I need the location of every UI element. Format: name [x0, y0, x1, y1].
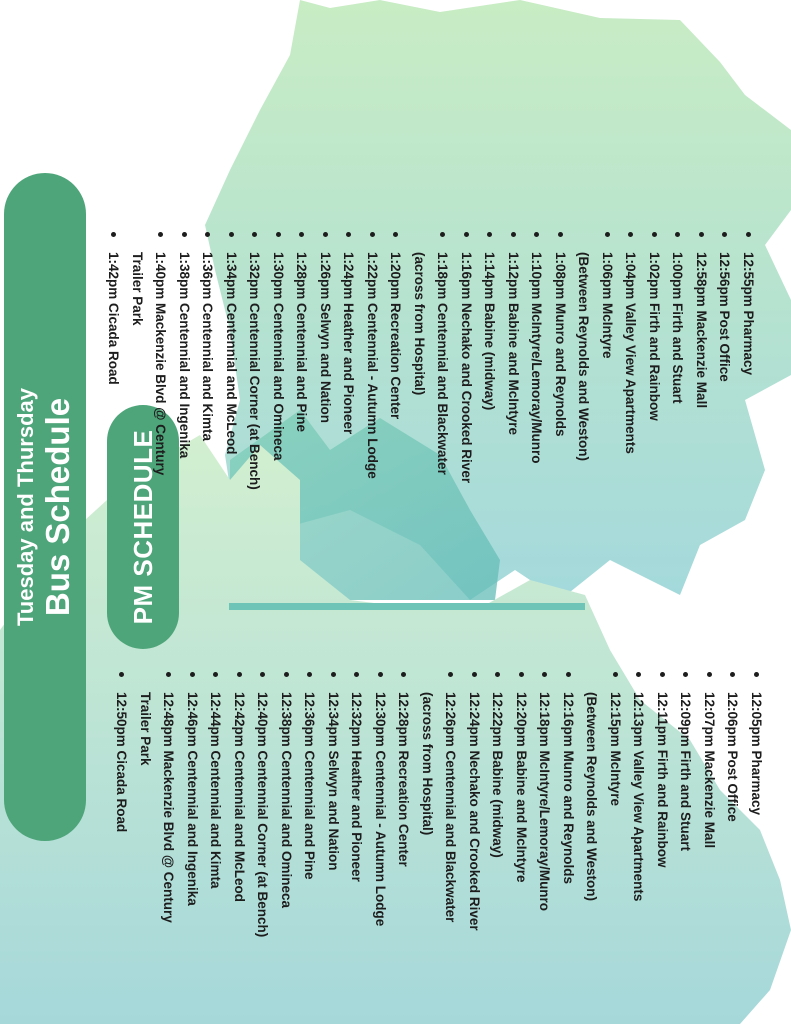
schedule-stop: 1:08pm Munro and Reynolds	[549, 228, 573, 490]
schedule-stop: 12:46pm Centennial and Ingenika	[181, 668, 205, 937]
schedule-stop: 1:36pm Centennial and Kimta	[196, 228, 220, 490]
schedule-stop: 12:16pm Munro and Reynolds	[557, 668, 581, 937]
schedule-stop: 12:58pm Mackenzie Mall	[690, 228, 714, 490]
schedule-stop: 12:42pm Centennial and McLeod	[228, 668, 252, 937]
schedule-note: (across from Hospital)	[420, 692, 435, 836]
schedule-stop: 1:20pm Recreation Center	[384, 228, 408, 490]
schedule-stop: 12:07pm Mackenzie Mall	[698, 668, 722, 937]
schedule-stop: 12:22pm Babine (midway)	[486, 668, 510, 937]
schedule-stop: 1:42pm Cicada Road	[102, 228, 126, 490]
schedule-stop: 12:34pm Selwyn and Nation	[322, 668, 346, 937]
schedule-note: Trailer Park	[130, 252, 145, 326]
schedule-stop: 12:48pm Mackenzie Blvd @ Century	[157, 668, 181, 937]
title-pill	[4, 173, 86, 841]
section-pill: PM SCHEDULE	[107, 405, 179, 649]
schedule-stop: 12:15pm McIntyre	[604, 668, 628, 937]
schedule-note: Trailer Park	[138, 692, 153, 766]
schedule-stop: 1:26pm Selwyn and Nation	[314, 228, 338, 490]
schedule-stop: 12:55pm Pharmacy	[737, 228, 761, 490]
schedule-stop: 1:12pm Babine and McIntyre	[502, 228, 526, 490]
schedule-stop: 12:56pm Post Office	[713, 228, 737, 490]
schedule-stop: 1:40pm Mackenzie Blvd @ Century	[149, 228, 173, 490]
section-divider	[229, 603, 585, 610]
schedule-stop: 12:24pm Nechako and Crooked River	[463, 668, 487, 937]
schedule-note: (Between Reynolds and Weston)	[576, 252, 592, 462]
schedule-stop: 12:30pm Centennial - Autumn Lodge	[369, 668, 393, 937]
schedule-stop: 1:16pm Nechako and Crooked River	[455, 228, 479, 490]
schedule-note: (Between Reynolds and Weston)	[584, 692, 600, 902]
schedule-stop: 12:36pm Centennial and Pine	[298, 668, 322, 937]
schedule-stop: 12:28pm Recreation Center	[392, 668, 416, 937]
schedule-stop: 1:30pm Centennial and Omineca	[267, 228, 291, 490]
schedule-stop: 12:26pm Centennial and Blackwater	[439, 668, 463, 937]
schedule-stop: 1:10pm McIntyre/Lemoray/Munro	[525, 228, 549, 490]
schedule-stop: 12:18pm McIntyre/Lemoray/Munro	[533, 668, 557, 937]
schedule-stop: 12:50pm Cicada Road	[110, 668, 134, 937]
schedule-list-first-run	[110, 668, 768, 937]
schedule-stop: 1:18pm Centennial and Blackwater	[431, 228, 455, 490]
schedule-stop: 1:34pm Centennial and McLeod	[220, 228, 244, 490]
schedule-list-second-run	[102, 228, 760, 490]
title-main: Bus Schedule	[39, 397, 76, 617]
schedule-stop: 12:11pm Firth and Rainbow	[651, 668, 675, 937]
schedule-stop: 12:05pm Pharmacy	[745, 668, 769, 937]
schedule-stop: 12:38pm Centennial and Omineca	[275, 668, 299, 937]
schedule-note: (across from Hospital)	[412, 252, 427, 396]
schedule-stop: 12:06pm Post Office	[721, 668, 745, 937]
schedule-stop: 1:00pm Firth and Stuart	[666, 228, 690, 490]
schedule-stop: 12:40pm Centennial Corner (at Bench)	[251, 668, 275, 937]
schedule-stop: 1:06pm McIntyre	[596, 228, 620, 490]
schedule-stop: 1:14pm Babine (midway)	[478, 228, 502, 490]
schedule-stop: 1:32pm Centennial Corner (at Bench)	[243, 228, 267, 490]
schedule-stop: 12:13pm Valley View Apartments	[627, 668, 651, 937]
schedule-stop: 1:22pm Centennial - Autumn Lodge	[361, 228, 385, 490]
schedule-stop: 12:44pm Centennial and Kimta	[204, 668, 228, 937]
schedule-stop: 1:38pm Centennial and Ingenika	[173, 228, 197, 490]
schedule-stop: 12:32pm Heather and Pioneer	[345, 668, 369, 937]
schedule-stop: 12:09pm Firth and Stuart	[674, 668, 698, 937]
title-days: Tuesday and Thursday	[13, 388, 38, 626]
schedule-stop: 1:28pm Centennial and Pine	[290, 228, 314, 490]
schedule-stop: 1:24pm Heather and Pioneer	[337, 228, 361, 490]
schedule-stop: 1:04pm Valley View Apartments	[619, 228, 643, 490]
schedule-stop: 1:02pm Firth and Rainbow	[643, 228, 667, 490]
schedule-stop: 12:20pm Babine and McIntyre	[510, 668, 534, 937]
